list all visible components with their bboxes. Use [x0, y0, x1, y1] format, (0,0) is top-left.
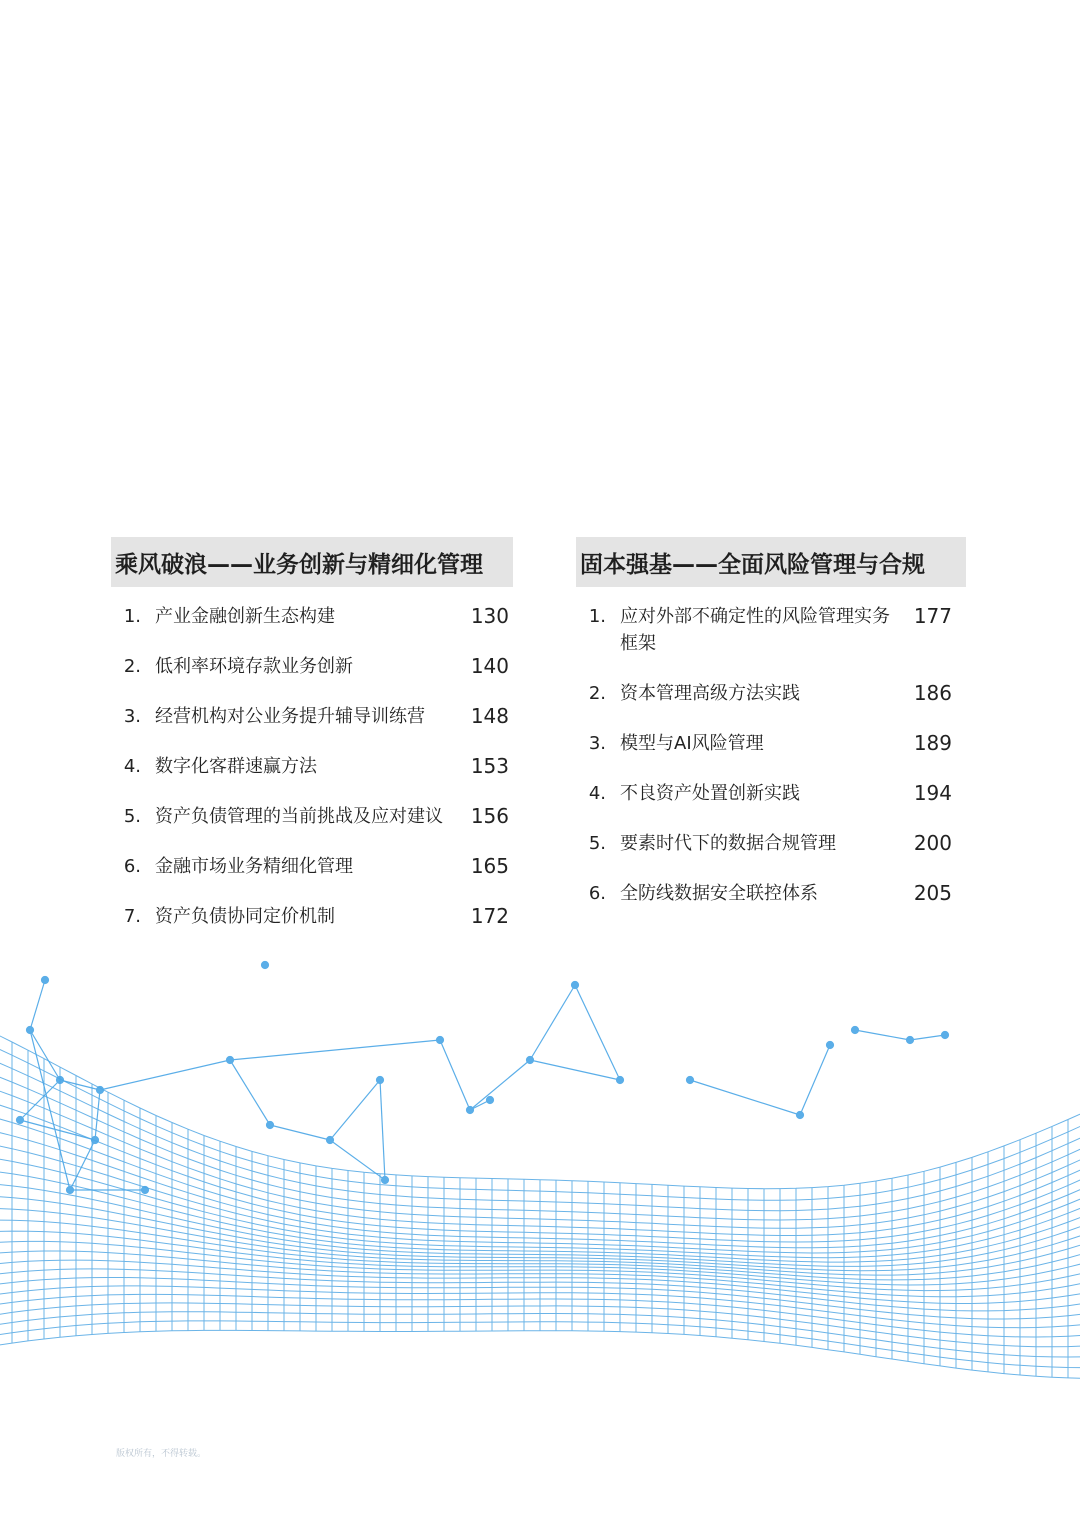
network-edge [440, 1040, 470, 1110]
toc-number: 2. [123, 656, 141, 677]
toc-page-number: 156 [470, 804, 509, 828]
toc-item[interactable] [111, 903, 513, 930]
toc-title: 模型与AI风险管理 [620, 733, 764, 754]
toc-page-number: 165 [470, 854, 509, 878]
network-node [262, 962, 269, 969]
toc-number: 4. [588, 783, 606, 804]
network-node [797, 1112, 804, 1119]
network-edge [30, 980, 45, 1030]
toc-item[interactable] [576, 603, 966, 657]
mesh-line [0, 1026, 1080, 1188]
network-edge [530, 985, 575, 1060]
toc-title: 应对外部不确定性的风险管理实务框架 [620, 606, 890, 654]
toc-section-business [111, 537, 513, 953]
network-node [57, 1077, 64, 1084]
toc-number: 2. [588, 683, 606, 704]
network-node [377, 1077, 384, 1084]
toc-title: 数字化客群速赢方法 [155, 756, 317, 777]
toc-title: 不良资产处置创新实践 [620, 783, 800, 804]
toc-item[interactable] [111, 753, 513, 780]
toc-page-number: 200 [913, 831, 952, 855]
network-node [942, 1032, 949, 1039]
toc-page-number: 130 [470, 604, 509, 628]
network-edge [330, 1080, 380, 1140]
network-node [572, 982, 579, 989]
toc-item[interactable] [111, 803, 513, 830]
network-node [67, 1187, 74, 1194]
toc-title: 经营机构对公业务提升辅导训练营 [155, 706, 425, 727]
network-node [42, 977, 49, 984]
toc-number: 6. [588, 883, 606, 904]
network-edge [575, 985, 620, 1080]
toc-section-risk [576, 537, 966, 930]
network-node [227, 1057, 234, 1064]
network-node [827, 1042, 834, 1049]
toc-title: 低利率环境存款业务创新 [155, 656, 353, 677]
network-edge [380, 1080, 385, 1180]
network-edge [230, 1040, 440, 1060]
network-node [267, 1122, 274, 1129]
toc-page-number: 148 [470, 704, 509, 728]
network-node [327, 1137, 334, 1144]
toc-item[interactable] [111, 703, 513, 730]
network-edge [530, 1060, 620, 1080]
toc-title: 资产负债协同定价机制 [155, 906, 335, 927]
mesh-line [0, 1041, 1080, 1201]
toc-list [576, 603, 966, 907]
toc-page-number: 186 [913, 681, 952, 705]
network-edge [100, 1060, 230, 1090]
toc-page-number: 194 [913, 781, 952, 805]
network-edge [330, 1140, 385, 1180]
network-edge [855, 1030, 910, 1040]
network-node [487, 1097, 494, 1104]
toc-item[interactable] [111, 603, 513, 630]
network-edge [910, 1035, 945, 1040]
network-edge [270, 1125, 330, 1140]
toc-page-number: 177 [913, 604, 952, 628]
toc-number: 6. [123, 856, 141, 877]
toc-number: 5. [588, 833, 606, 854]
toc-title: 全防线数据安全联控体系 [620, 883, 818, 904]
toc-item[interactable] [576, 680, 966, 707]
network-edge [800, 1045, 830, 1115]
toc-title: 资本管理高级方法实践 [620, 683, 800, 704]
network-node [907, 1037, 914, 1044]
section-title: 乘风破浪——业务创新与精细化管理 [111, 537, 513, 587]
toc-title: 产业金融创新生态构建 [155, 606, 335, 627]
toc-number: 1. [588, 606, 606, 627]
network-edge [30, 1030, 60, 1080]
network-node [97, 1087, 104, 1094]
toc-page-number: 205 [913, 881, 952, 905]
toc-item[interactable] [576, 780, 966, 807]
toc-item[interactable] [576, 730, 966, 757]
toc-page-number: 140 [470, 654, 509, 678]
toc-title: 要素时代下的数据合规管理 [620, 833, 836, 854]
section-title: 固本强基——全面风险管理与合规 [576, 537, 966, 587]
toc-list [111, 603, 513, 930]
toc-number: 7. [123, 906, 141, 927]
network-node [17, 1117, 24, 1124]
network-node [437, 1037, 444, 1044]
network-node [467, 1107, 474, 1114]
network-node [617, 1077, 624, 1084]
toc-number: 3. [123, 706, 141, 727]
toc-page-number: 153 [470, 754, 509, 778]
network-node [852, 1027, 859, 1034]
toc-item[interactable] [576, 830, 966, 857]
toc-page-number: 172 [470, 904, 509, 928]
toc-item[interactable] [111, 853, 513, 880]
network-node [382, 1177, 389, 1184]
toc-number: 4. [123, 756, 141, 777]
toc-number: 1. [123, 606, 141, 627]
toc-item[interactable] [576, 880, 966, 907]
network-mesh-decoration [0, 940, 1080, 1515]
network-node [92, 1137, 99, 1144]
network-node [27, 1027, 34, 1034]
network-edge [230, 1060, 270, 1125]
network-node [527, 1057, 534, 1064]
toc-page-number: 189 [913, 731, 952, 755]
network-node [142, 1187, 149, 1194]
toc-title: 金融市场业务精细化管理 [155, 856, 353, 877]
toc-number: 3. [588, 733, 606, 754]
network-node [687, 1077, 694, 1084]
network-edge [690, 1080, 800, 1115]
footer-copyright: 版权所有，不得转载。 [116, 1449, 207, 1459]
toc-number: 5. [123, 806, 141, 827]
toc-title: 资产负债管理的当前挑战及应对建议 [155, 806, 443, 827]
network-edge [470, 1060, 530, 1110]
toc-item[interactable] [111, 653, 513, 680]
